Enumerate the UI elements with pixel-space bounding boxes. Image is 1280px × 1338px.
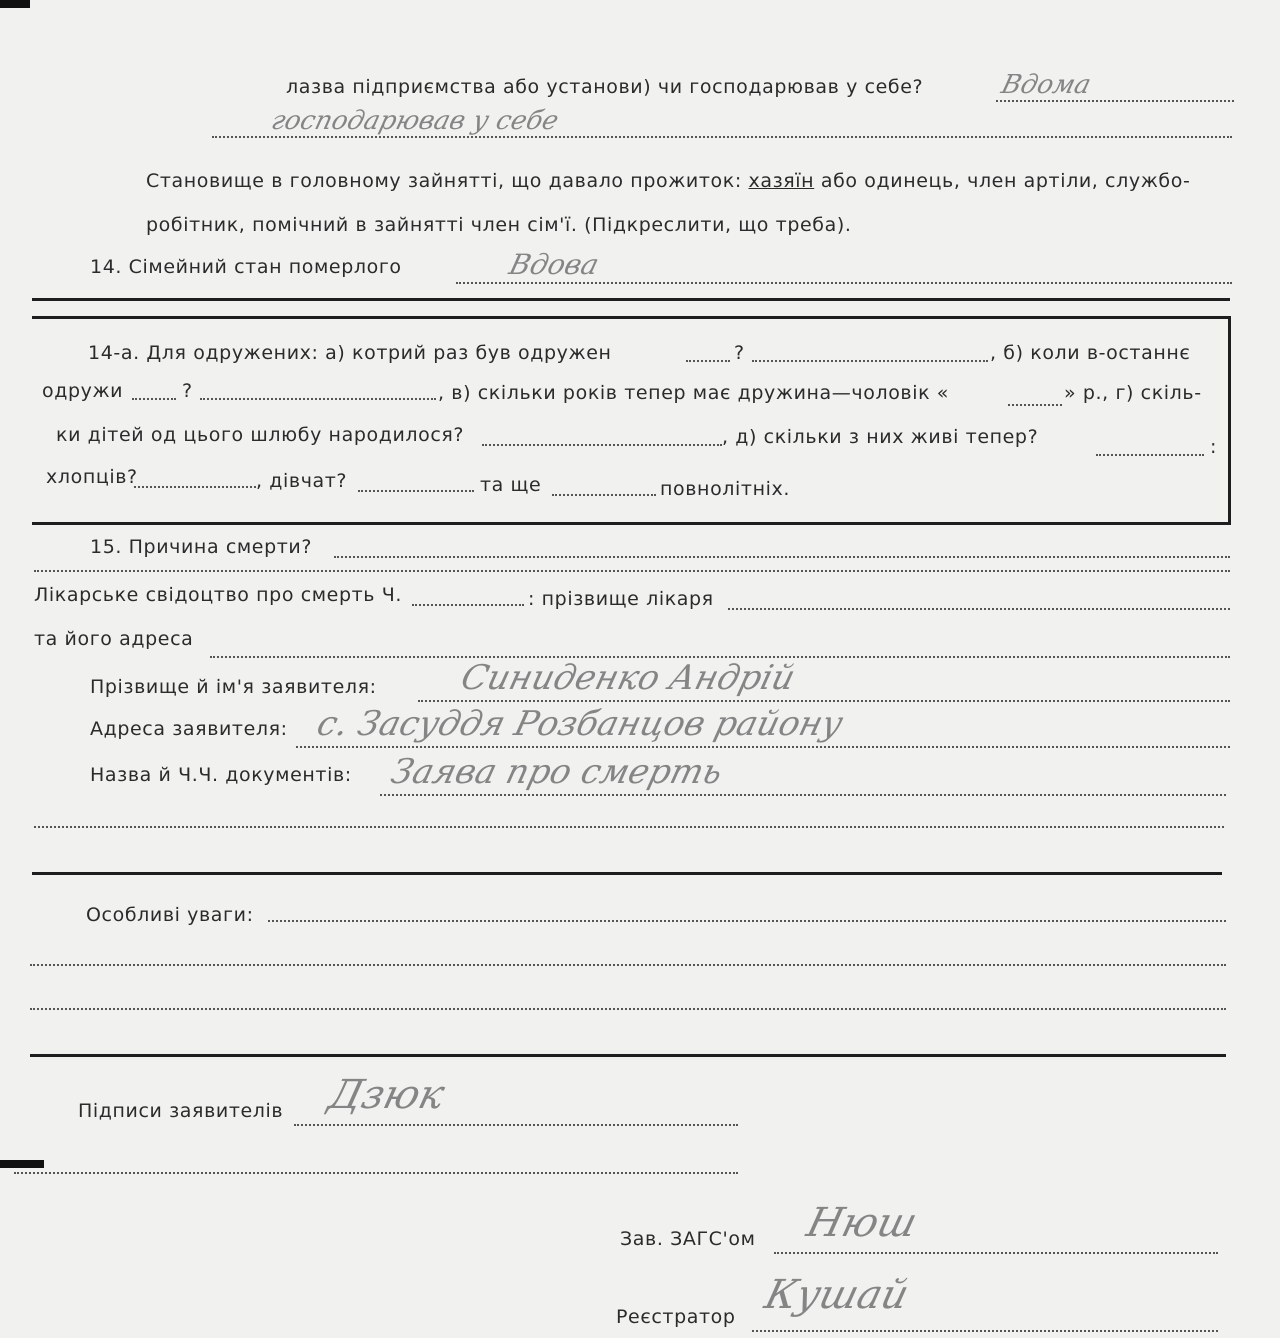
cause-of-death-label: 15. Причина смерти?: [90, 536, 313, 558]
section-divider-1: [32, 298, 1230, 301]
marital-status-label: 14. Сімейний стан померлого: [90, 256, 402, 278]
q14a-boys-label: хлопців?: [46, 466, 138, 488]
remarks-label: Особливі уваги:: [86, 904, 254, 926]
applicant-name-handwriting: Синиденко Андрій: [457, 658, 800, 698]
remarks-line-2: [30, 964, 1226, 966]
documents-line-2: [34, 826, 1224, 828]
enterprise-question: лазва підприємства або установи) чи господарював у себе?: [286, 76, 924, 98]
applicant-address-handwriting: с. Засуддя Розбанцов району: [313, 704, 847, 744]
documents-line: [380, 794, 1226, 796]
q14a-more-label: та ще: [480, 474, 542, 496]
applicant-name-line: [418, 700, 1230, 702]
corner-mark-left: [0, 1160, 44, 1168]
enterprise-answer-handwriting: Вдома: [998, 70, 1095, 100]
remarks-line-3: [30, 1008, 1226, 1010]
zags-head-signature: Нюш: [802, 1200, 922, 1246]
q14a-line-2-start: одружи: [42, 380, 124, 402]
occupation-status-line: Становище в головному зайнятті, що давало прожиток: хазяїн або одинець, член артіли, службо-: [146, 170, 1191, 192]
q14a-girls-label: , дівчат?: [256, 470, 348, 492]
medical-certificate-label: Лікарське свідоцтво про смерть Ч.: [34, 584, 402, 606]
applicant-address-label: Адреса заявителя:: [90, 718, 288, 740]
q14a-children-born-line: [482, 444, 722, 446]
q14a-times-married-line: [686, 360, 730, 362]
doctor-surname-label: : прізвище лікаря: [528, 588, 714, 610]
q14a-alive-question: , д) скільки з них живі тепер?: [722, 426, 1039, 448]
zags-head-line: [774, 1252, 1218, 1254]
applicant-name-label: Прізвище й ім'я заявителя:: [90, 676, 377, 698]
q14a-children-label: » р., г) скіль-: [1064, 382, 1202, 404]
documents-label: Назва й Ч.Ч. документів:: [90, 764, 352, 786]
remarks-line-1: [268, 920, 1226, 922]
applicant-address-line: [296, 746, 1230, 748]
marital-status-handwriting: Вдова: [505, 248, 603, 281]
section-divider-2: [32, 872, 1222, 875]
registrar-label: Реєстратор: [616, 1306, 736, 1328]
q14a-when-married: , б) коли в-останнє: [990, 342, 1191, 364]
q14a-boys-line: [134, 486, 256, 488]
doctor-surname-line: [728, 608, 1230, 610]
zags-head-label: Зав. ЗАГС'ом: [620, 1228, 756, 1250]
q14a-qmark-1: ?: [734, 342, 745, 364]
q14a-spouse-age-line: [1008, 404, 1062, 406]
occupation-status-line-2: робітник, помічний в зайнятті член сім'ї. (Підкреслити, що треба).: [146, 214, 852, 236]
q14a-adults-line: [552, 494, 656, 496]
q14a-spouse-age: , в) скільки років тепер має дружина—чоловік «: [438, 382, 950, 404]
corner-mark-top: [0, 0, 30, 8]
q14a-adults-label: повнолітніх.: [660, 478, 790, 500]
registrar-signature: Кушай: [760, 1272, 914, 1318]
documents-handwriting: Заява про смерть: [387, 752, 727, 792]
medical-certificate-number-line: [412, 604, 524, 606]
section-divider-3: [30, 1054, 1226, 1057]
q14a-alive-line: [1096, 454, 1204, 456]
q14a-girls-line: [358, 490, 474, 492]
q14a-blank-2: [200, 398, 436, 400]
q14a-line-1: 14-а. Для одружених: а) котрий раз був одружен: [88, 342, 612, 364]
marital-status-line: [456, 282, 1232, 284]
answer-continuation-handwriting: господарював у себе: [268, 106, 562, 136]
answer-continuation-line: [212, 136, 1232, 138]
doctor-address-label: та його адреса: [34, 628, 194, 650]
enterprise-answer-line: [996, 100, 1234, 102]
applicant-signatures-label: Підписи заявителів: [78, 1100, 284, 1122]
q14a-qmark-2: ?: [182, 380, 193, 402]
registrar-line: [752, 1330, 1218, 1332]
q14a-blank-1: [752, 360, 988, 362]
q14a-when-line: [132, 398, 176, 400]
cause-of-death-line: [334, 556, 1230, 558]
applicant-signatures-line-2: [14, 1172, 738, 1174]
applicant-signature-handwriting: Дзюк: [324, 1072, 450, 1118]
q14a-colon: :: [1210, 436, 1218, 458]
q14a-line-3: ки дітей од цього шлюбу народилося?: [56, 424, 465, 446]
applicant-signatures-line: [294, 1124, 738, 1126]
cause-of-death-line-2: [34, 570, 1230, 572]
